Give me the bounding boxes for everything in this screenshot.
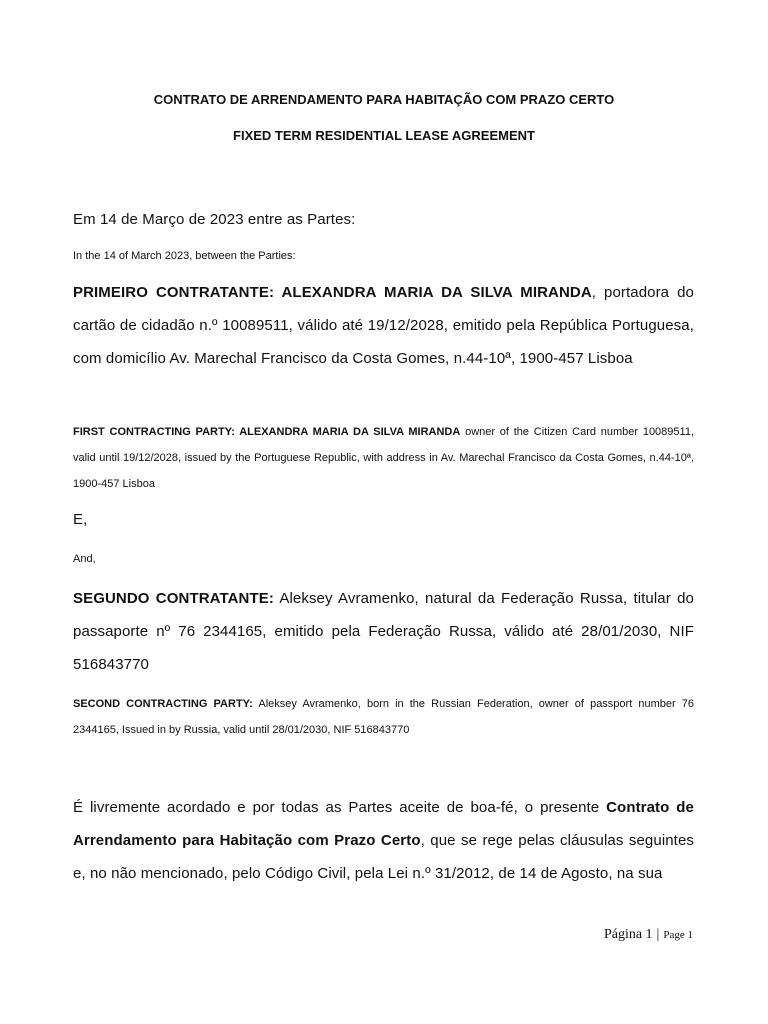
first-party-pt [73,276,694,375]
agreement-text-end: , que se rege pelas cláusulas seguintes e, no não mencionado, pelo Código Civil, pela Lei n.º 31/2012, de 14 de Agosto, na sua [73,832,694,882]
second-party-text-pt: Aleksey Avramenko, natural da Federação Russa, titular do passaporte nº 76 2344165, emitido pela Federação Russa, válido até 28/01/2030, NIF 516843770 [73,590,694,673]
agreement-text-start: É livremente acordado e por todas as Partes aceite de boa-fé, o presente [73,799,607,816]
first-party-text-en: owner of the Citizen Card number 10089511, valid until 19/12/2028, issued by the Portuguese Republic, with address in Av. Marechal Francisco da Costa Gomes, n.44-10ª, 1900-457 Lisboa [73,426,695,490]
page-number-en: Page 1 [663,929,693,941]
second-party-label-en: SECOND CONTRACTING PARTY: [73,698,253,710]
second-party-en [73,691,694,743]
page-number-separator: | [656,927,660,942]
intro-pt: Em 14 de Março de 2023 entre as Partes: [73,211,356,228]
and-en: And, [73,553,96,565]
page-number-pt: Página 1 [603,927,653,942]
first-party-label-pt: PRIMEIRO CONTRATANTE: ALEXANDRA MARIA DA SILVA MIRANDA [73,284,592,301]
first-party-text-pt: , portadora do cartão de cidadão n.º 10089511, válido até 19/12/2028, emitido pela República Portuguesa, com domicílio Av. Marechal Francisco da Costa Gomes, n.44-10ª, 1900-457 Lisboa [73,284,694,367]
document-title-en: FIXED TERM RESIDENTIAL LEASE AGREEMENT [233,128,535,143]
agreement-paragraph [73,791,694,890]
second-party-label-pt: SEGUNDO CONTRATANTE: [73,590,274,607]
first-party-label-en: FIRST CONTRACTING PARTY: ALEXANDRA MARIA DA SILVA MIRANDA [73,426,461,438]
agreement-contract-name: Contrato de Arrendamento para Habitação com Prazo Certo [73,799,694,849]
document-title-pt: CONTRATO DE ARRENDAMENTO PARA HABITAÇÃO COM PRAZO CERTO [153,92,615,107]
page-footer [604,925,693,943]
intro-en: In the 14 of March 2023, between the Parties: [73,250,296,262]
second-party-pt [73,582,694,681]
second-party-text-en: Aleksey Avramenko, born in the Russian Federation, owner of passport number 76 2344165, Issued in by Russia, valid until 28/01/2030, NIF 516843770 [73,698,694,736]
and-pt: E, [73,511,88,528]
first-party-en [73,419,694,497]
